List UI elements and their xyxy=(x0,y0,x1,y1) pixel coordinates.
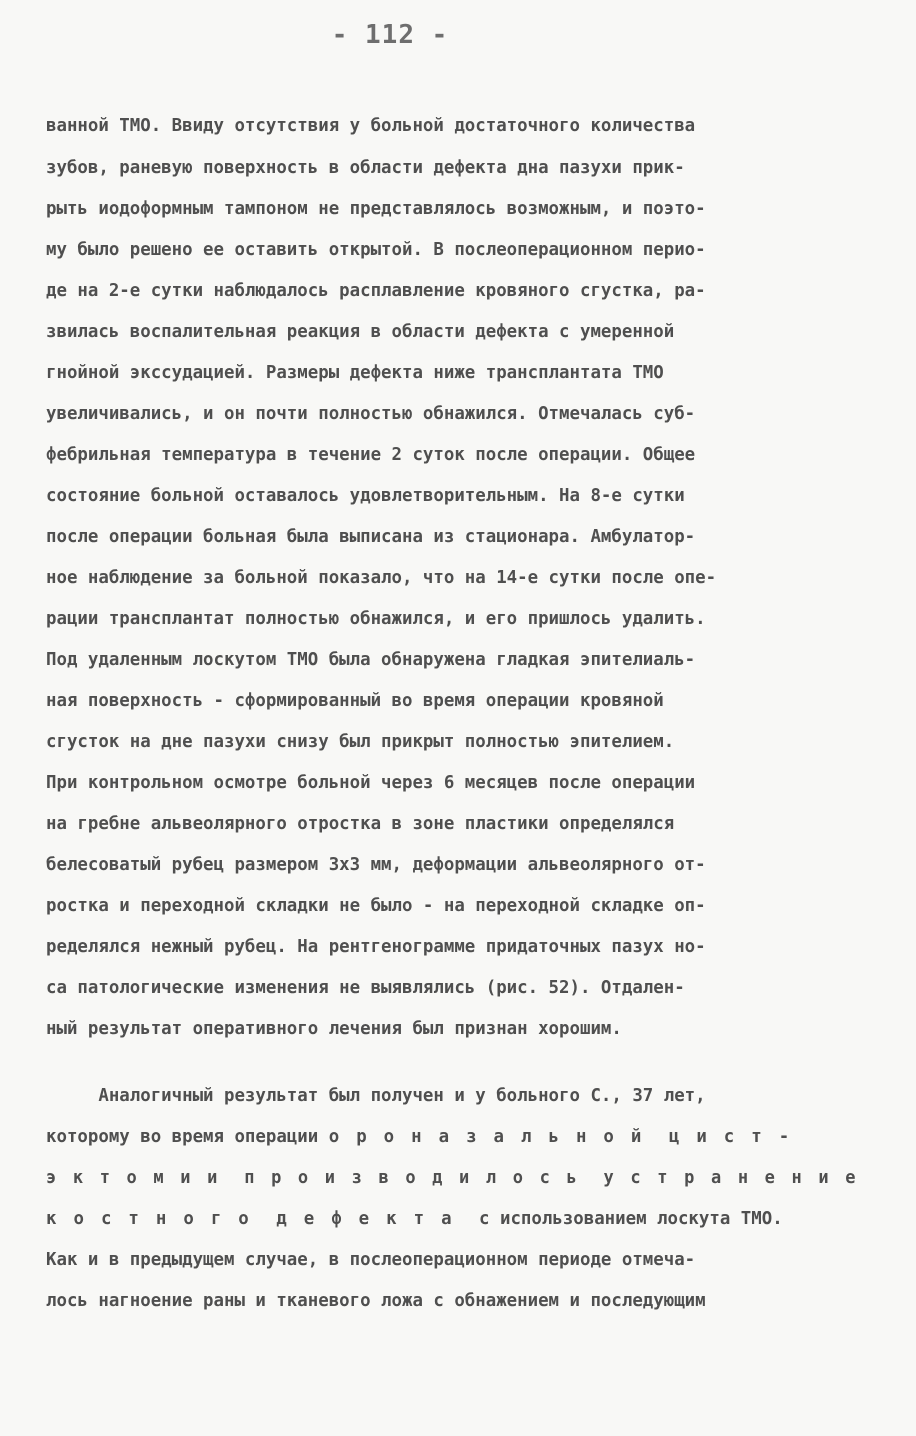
text-line-20: ростка и переходной складки не было - на переходной складке оп- xyxy=(46,896,706,916)
spaced-word-elimination: устранение xyxy=(603,1168,873,1188)
page-number: - 112 - xyxy=(331,20,449,50)
text-line-21: ределялся нежный рубец. На рентгенограмме придаточных пазух но- xyxy=(46,937,706,957)
text-line-26 xyxy=(46,1160,872,1196)
spaced-word-defect: дефекта xyxy=(276,1209,469,1229)
text-line-17: При контрольном осмотре больной через 6 месяцев после операции xyxy=(46,773,696,793)
text-line-18: на гребне альвеолярного отростка в зоне пластики определялся xyxy=(46,814,675,834)
text-line-27 xyxy=(46,1201,783,1237)
text-line-7: гнойной экссудацией. Размеры дефекта ниже трансплантата ТМО xyxy=(46,363,664,383)
text-line-10: состояние больной оставалось удовлетворительным. На 8-е сутки xyxy=(46,486,685,506)
text-line-23: ный результат оперативного лечения был признан хорошим. xyxy=(46,1019,622,1039)
text-line-22: са патологические изменения не выявлялись (рис. 52). Отдален- xyxy=(46,978,685,998)
text-line-27-tail: с использованием лоскута ТМО. xyxy=(479,1209,783,1229)
text-line-4: му было решено ее оставить открытой. В послеоперационном перио- xyxy=(46,240,706,260)
spaced-word-oronasal: ороназальной xyxy=(328,1127,659,1147)
text-line-1: ванной ТМО. Ввиду отсутствия у больной достаточного количества xyxy=(46,116,696,136)
text-line-14: Под удаленным лоскутом ТМО была обнаружена гладкая эпителиаль- xyxy=(46,650,696,670)
text-line-19: белесоватый рубец размером 3х3 мм, деформации альвеолярного от- xyxy=(46,855,706,875)
text-line-5: де на 2-е сутки наблюдалось расплавление кровяного сгустка, ра- xyxy=(46,281,706,301)
text-line-6: звилась воспалительная реакция в области дефекта с умеренной xyxy=(46,322,675,342)
text-line-25-start: которому во время операции xyxy=(46,1127,319,1147)
text-line-11: после операции больная была выписана из стационара. Амбулатор- xyxy=(46,527,696,547)
spaced-word-cyst: цист- xyxy=(668,1127,807,1147)
text-line-15: ная поверхность - сформированный во время операции кровяной xyxy=(46,691,664,711)
spaced-word-ectomy: эктомии xyxy=(46,1168,234,1188)
text-line-2: зубов, раневую поверхность в области дефекта дна пазухи прик- xyxy=(46,158,685,178)
text-line-12: ное наблюдение за больной показало, что на 14-е сутки после опе- xyxy=(46,568,717,588)
text-line-8: увеличивались, и он почти полностью обнажился. Отмечалась суб- xyxy=(46,404,696,424)
spaced-word-bone: костного xyxy=(46,1209,266,1229)
text-line-24: Аналогичный результат был получен и у больного С., 37 лет, xyxy=(46,1086,706,1106)
text-line-13: рации трансплантат полностью обнажился, и его пришлось удалить. xyxy=(46,609,706,629)
text-line-9: фебрильная температура в течение 2 суток после операции. Общее xyxy=(46,445,696,465)
text-line-16: сгусток на дне пазухи снизу был прикрыт полностью эпителием. xyxy=(46,732,675,752)
text-line-28: Как и в предыдущем случае, в послеоперационном периоде отмеча- xyxy=(46,1250,696,1270)
text-line-25 xyxy=(46,1119,806,1155)
text-line-3: рыть иодоформным тампоном не представлялось возможным, и поэто- xyxy=(46,199,706,219)
text-line-29: лось нагноение раны и тканевого ложа с обнажением и последующим xyxy=(46,1291,706,1311)
spaced-word-occurred: производилось xyxy=(244,1168,594,1188)
